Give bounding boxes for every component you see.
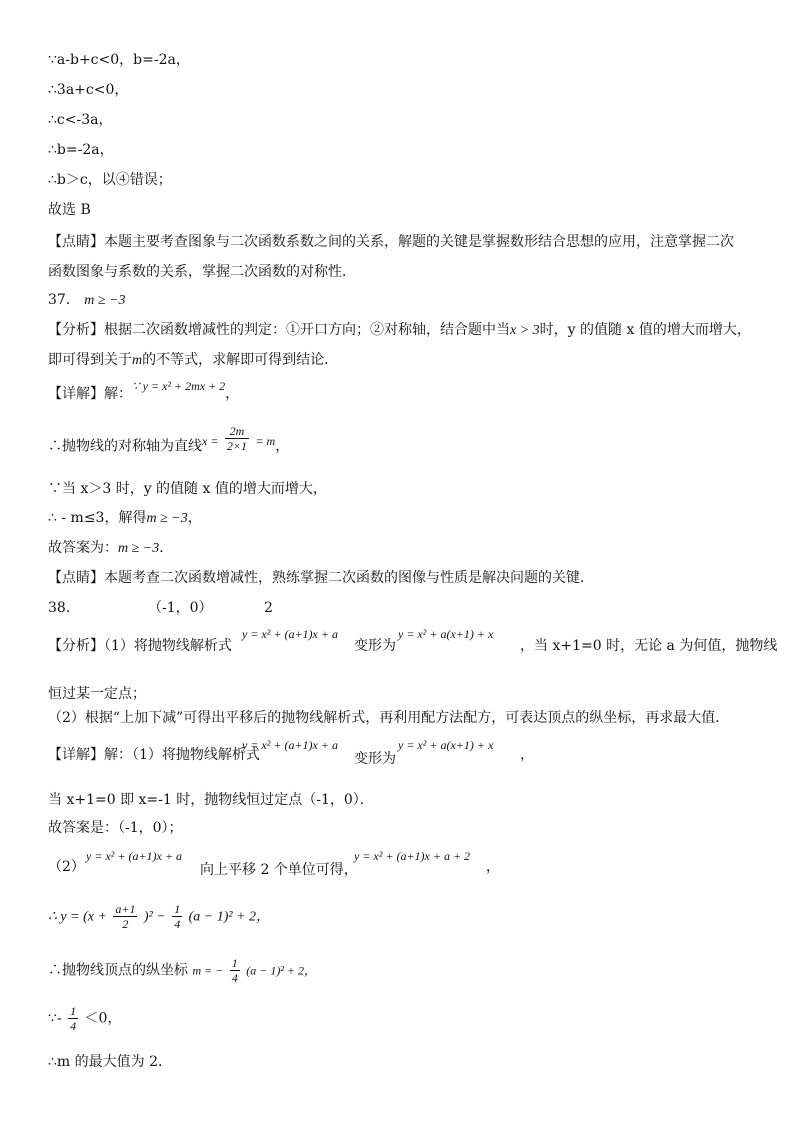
text-span: ， [520, 747, 534, 763]
analysis-text: 的不等式，求解即可得到结论． [142, 352, 339, 368]
detail-line [48, 379, 240, 404]
text-line: 当 x+1=0 即 x=-1 时，抛物线恒过定点（-1，0）． [48, 792, 374, 808]
text-span: ∴ - m≤3，解得 [48, 510, 147, 526]
text-span: 变形为 [354, 638, 396, 654]
fraction: $\frac{1}{4}$ [70, 1004, 77, 1033]
text-span: ， [486, 859, 500, 875]
analysis-line [48, 350, 338, 371]
text-span: 【分析】（1）将抛物线解析式 [48, 638, 232, 654]
axis-line [48, 424, 290, 461]
math-formula: y = x² + (a+1)x + a [242, 738, 338, 752]
fraction: $\frac{1}{4}$ [174, 902, 181, 931]
text-line: ∴c<-3a， [48, 112, 113, 128]
text-line: ∴b=-2a， [48, 142, 114, 158]
detail-line [48, 745, 260, 765]
text-line: 【点睛】本题考查二次函数增减性，熟练掌握二次函数的图像与性质是解决问题的关键． [48, 570, 594, 586]
text-span: （2） [48, 859, 85, 875]
step-line [48, 857, 85, 877]
answer-formula: m ≥ −3 [84, 293, 126, 308]
text-span: ， [187, 510, 202, 526]
step-line [48, 956, 316, 985]
text-line: （2）根据“上加下减”可得出平移后的抛物线解析式，再利用配方法配方，可表达顶点的纵坐标，再求最大值． [48, 710, 730, 726]
math-formula: x = [202, 433, 219, 448]
detail-text: ， [225, 386, 240, 402]
fraction: $\frac{a+1}{2}$ [115, 902, 136, 931]
detail-text: 【详解】解： [48, 386, 132, 402]
fraction: $\frac{2m}{2\times 1}$ [226, 424, 247, 453]
math-formula: y = x² + (a+1)x + a + 2 [354, 849, 471, 863]
step-line [48, 902, 270, 931]
axis-text: ∴抛物线的对称轴为直线 [48, 438, 202, 455]
math-formula: ∴ y = (x + [48, 909, 107, 925]
text-line: ∴m 的最大值为 2． [48, 1054, 172, 1070]
text-span: 变形为 [354, 751, 396, 767]
math-formula: ∵ y = x² + 2mx + 2 [132, 379, 226, 393]
text-line: ∵a-b+c<0，b=-2a， [48, 52, 190, 68]
math-formula: x > 3 [510, 323, 540, 338]
answer-2: 2 [264, 600, 273, 616]
math-formula: m [132, 353, 143, 368]
text-span: 故答案为： [48, 540, 118, 556]
text-line: 函数图象与系数的关系，掌握二次函数的对称性． [48, 264, 356, 280]
text-span: ＜0， [84, 1010, 122, 1027]
math-formula: y = x² + a(x+1) + x [398, 738, 494, 752]
axis-text: ， [275, 438, 290, 455]
math-formula: m ≥ −3 [146, 511, 188, 526]
text-line: 故答案是：（-1，0）； [48, 820, 183, 836]
step-line [48, 1004, 121, 1033]
question-number: 37． [48, 292, 80, 308]
text-line: 故选 B [48, 202, 91, 218]
text-line [48, 538, 173, 559]
text-span: ． [159, 540, 174, 556]
analysis-line [48, 636, 232, 656]
text-line: ∴3a+c<0， [48, 82, 129, 98]
text-span: ，当 x+1=0 时，无论 a 为何值，抛物线 [520, 638, 778, 654]
math-formula: y = x² + (a+1)x + a [242, 627, 338, 641]
text-span: ∵- [48, 1010, 62, 1027]
math-formula: y = x² + a(x+1) + x [398, 627, 494, 641]
math-formula: m = − [192, 963, 224, 978]
text-line: 【点睛】本题主要考查图象与二次函数系数之间的关系，解题的关键是掌握数形结合思想的应用，注意掌握二次 [48, 234, 734, 250]
math-formula: m ≥ −3 [118, 541, 160, 556]
fraction: $\frac{1}{4}$ [231, 956, 238, 985]
analysis-text: 【分析】根据二次函数增减性的判定：①开口方向；②对称轴，结合题中当 [48, 322, 510, 338]
question-37 [48, 290, 126, 311]
math-formula: y = x² + (a+1)x + a [86, 849, 182, 863]
analysis-text: 即可得到关于 [48, 352, 132, 368]
text-line: 恒过某一定点； [48, 686, 146, 702]
math-formula: (a − 1)² + 2， [188, 909, 271, 925]
text-span: ∴抛物线顶点的纵坐标 [48, 962, 188, 979]
math-formula: )² − [143, 909, 166, 925]
analysis-line [48, 320, 751, 341]
text-line [48, 508, 202, 529]
question-number: 38． [48, 600, 80, 616]
text-span: 【详解】解：（1）将抛物线解析式 [48, 747, 260, 763]
math-formula: = m [255, 433, 276, 448]
text-span: 向上平移 2 个单位可得， [200, 862, 358, 878]
question-38 [48, 598, 80, 618]
text-line: ∵当 x＞3 时，y 的值随 x 值的增大而增大， [48, 481, 327, 497]
analysis-text: 时，y 的值随 x 值的增大而增大， [539, 322, 751, 338]
math-formula: (a − 1)² + 2， [246, 963, 317, 978]
text-line: ∴b＞c，以④错误； [48, 172, 172, 188]
answer-1: （-1，0） [148, 600, 213, 616]
